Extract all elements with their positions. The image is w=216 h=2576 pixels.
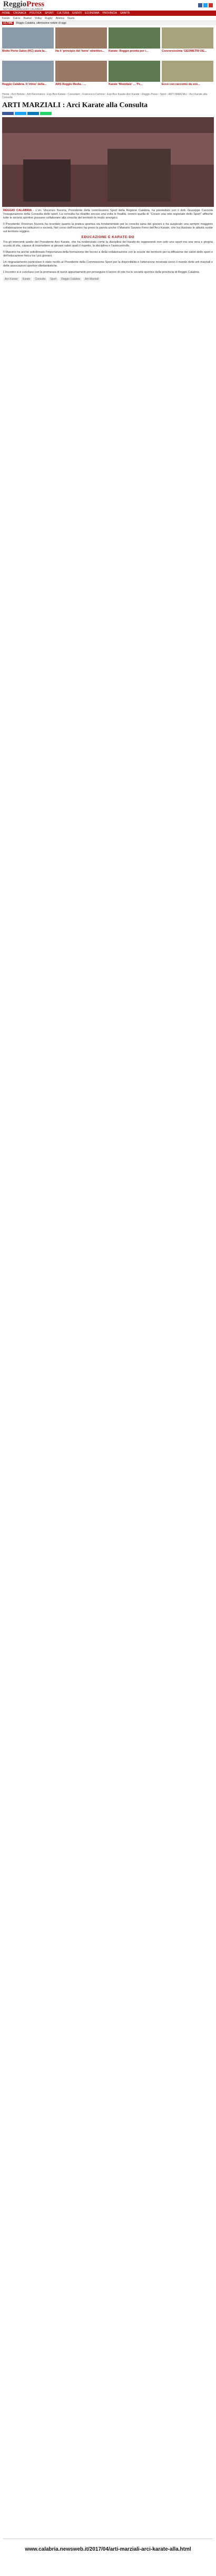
tag[interactable]: Karate [21,277,32,281]
nav-item[interactable]: PROVINCIA [102,12,117,15]
share-bar [0,112,216,117]
ticker-text[interactable]: Reggio Calabria, ultimissime notizie di oggi [16,22,66,25]
subnav-item[interactable]: Karate [2,16,10,20]
logo-right: Press [26,0,45,8]
tag[interactable]: Arci Karate [3,277,19,281]
card-image [2,27,54,49]
card-image [109,27,160,49]
facebook-icon[interactable] [198,3,202,7]
featured-card[interactable] [55,27,107,56]
nav-item[interactable]: POLITICA [30,12,42,15]
card-title[interactable]: ARS Reggio Media - ... [55,83,86,86]
nav-item[interactable]: HOME [2,12,10,15]
breadcrumb[interactable]: Home › Arci-Notizie › Arti Recensioni › Esp-Box-Karate › Consolare › Francesco Cutrone › Esp-Box Karate-Arci Karate › Reggio Press › Sport › ARTI MARZIALI : Arci Karate alla Consulta [2,93,208,99]
card-image [109,61,160,82]
article-body [0,207,216,274]
article-paragraph: Un ringraziamento particolare è stato rivolto al Presidente della Commissione Sport per la disponibilità e l'attenzione mostrata verso il mondo delle arti marziali e delle associazioni sportive dilettantistiche. [3,260,213,268]
tag-list [3,277,213,281]
subnav-item[interactable]: Rugby [45,16,53,20]
main-nav [0,11,216,16]
nav-item[interactable]: CRONACA [13,12,27,15]
card-title[interactable]: Concorsissima 'GEOMETRI DE... [162,50,207,53]
footer-url[interactable]: www.calabria.newsweb.it/2017/04/arti-marziali-arci-karate-alla.html [25,2546,191,2552]
tag[interactable]: Reggio Calabria [60,277,82,281]
card-image [55,61,107,82]
featured-cards-row-2 [0,59,216,92]
twitter-icon[interactable] [203,3,208,7]
article-paragraph: REGGIO CALABRIA - L'on. Vincenzo Nucera, Presidente della commissione Sport della Regione Calabria, ha presieduto con il dott. Giuseppe Cacciola l'inaugurazione della Consulta dello sport. La consulta ha ribadito ancora una volta le finalità, ovvero quella di "Creare una rete regionale dello Sport" affinché tutte le società sportive possano collaborare alla crescita del territorio in modo sinergico. [3,209,213,220]
featured-card[interactable] [55,61,107,90]
card-image [55,27,107,49]
nav-item[interactable]: SANITÀ [120,12,130,15]
subnav-item[interactable]: Nuoto [67,16,75,20]
card-title[interactable]: Reggio Calabria. Il 'ritmo' della... [2,83,47,86]
featured-card[interactable] [162,61,213,90]
featured-card[interactable] [162,27,213,56]
featured-card[interactable] [109,61,160,90]
site-logo[interactable] [3,0,44,11]
article-dateline: REGGIO CALABRIA [3,209,32,212]
article-paragraph: Tra gli interventi quello del Presidente Arci Karate, che ha evidenziato come la disciplina del karate-do rappresenti non solo uno sport ma una vera e propria scuola di vita, capace di trasmettere ai giovani valori quali il rispetto, la disciplina e l'autocontrollo. [3,241,213,248]
site-header [0,0,216,11]
ticker-label: ULTIME [3,22,13,25]
article-paragraph: Il Presidente Vincenzo Nucera ha ricordato quanto la pratica sportiva sia fondamentale per la crescita sana dei giovani e ha auspicato una sempre maggiore collaborazione tra istituzioni e società. Nel corso dell'incontro ha preso la parola anche il Maestro Saverio Ferro dell'Arci Karate, che ha illustrato le attività svolte sul territorio reggino. [3,222,213,233]
sub-nav [0,16,216,21]
card-title[interactable]: Karate: Reggio pronta per i... [109,50,149,53]
subnav-item[interactable]: Volley [34,16,42,20]
subnav-item[interactable]: Calcio [13,16,21,20]
subnav-item[interactable]: Atletica [55,16,65,20]
article-keyword-line: EDUCAZIONE E KARATE-DO [81,235,135,240]
logo-subtitle: NOTIZIE DA REGGIO CALABRIA [3,7,43,11]
linkedin-share-icon[interactable] [27,112,39,115]
card-image [162,27,213,49]
article-paragraph: Il Maestro ha anche sottolineato l'importanza della formazione dei tecnici e della collaborazione con le scuole del territorio per la diffusione dei valori dello sport e dell'educazione fisica tra i più giovani. [3,251,213,258]
article-hero-image [2,117,214,207]
card-image [2,61,54,82]
subnav-item[interactable]: Basket [23,16,32,20]
nav-item[interactable]: EVENTI [72,12,82,15]
page [0,0,216,281]
featured-card[interactable] [109,27,160,56]
logo-left: Reggio [3,0,27,8]
tag[interactable]: Consulta [33,277,47,281]
news-ticker [0,21,216,25]
card-title[interactable]: Ecco con racconto da svo... [162,83,200,86]
facebook-share-icon[interactable] [2,112,14,115]
featured-card[interactable] [2,61,54,90]
nav-item[interactable]: ECONOMIA [85,12,100,15]
nav-item[interactable]: CULTURA [56,12,70,15]
card-image [162,61,213,82]
tag[interactable]: Sport [48,277,58,281]
article-paragraph: L'incontro si è concluso con la promessa di nuovi appuntamenti per proseguire il lavoro di rete tra le società sportive della provincia di Reggio Calabria. [3,270,200,274]
featured-card[interactable] [2,27,54,56]
whatsapp-share-icon[interactable] [40,112,52,115]
article-title: ARTI MARZIALI : Arci Karate alla Consulta [2,101,148,109]
youtube-icon[interactable] [209,3,213,7]
card-title[interactable]: Karate 'Mondiale' ... 'Pr... [109,83,143,86]
social-icons [198,3,213,7]
card-title[interactable]: Molto Porto Salvo (RC) aiuta la... [2,50,47,53]
twitter-share-icon[interactable] [15,112,26,115]
nav-item[interactable]: SPORT [44,12,54,15]
card-title[interactable]: Ha il 'principio del 'bene' obiettivo... [55,50,105,53]
featured-cards-row-1 [0,25,216,59]
tag[interactable]: Arti Marziali [83,277,100,281]
